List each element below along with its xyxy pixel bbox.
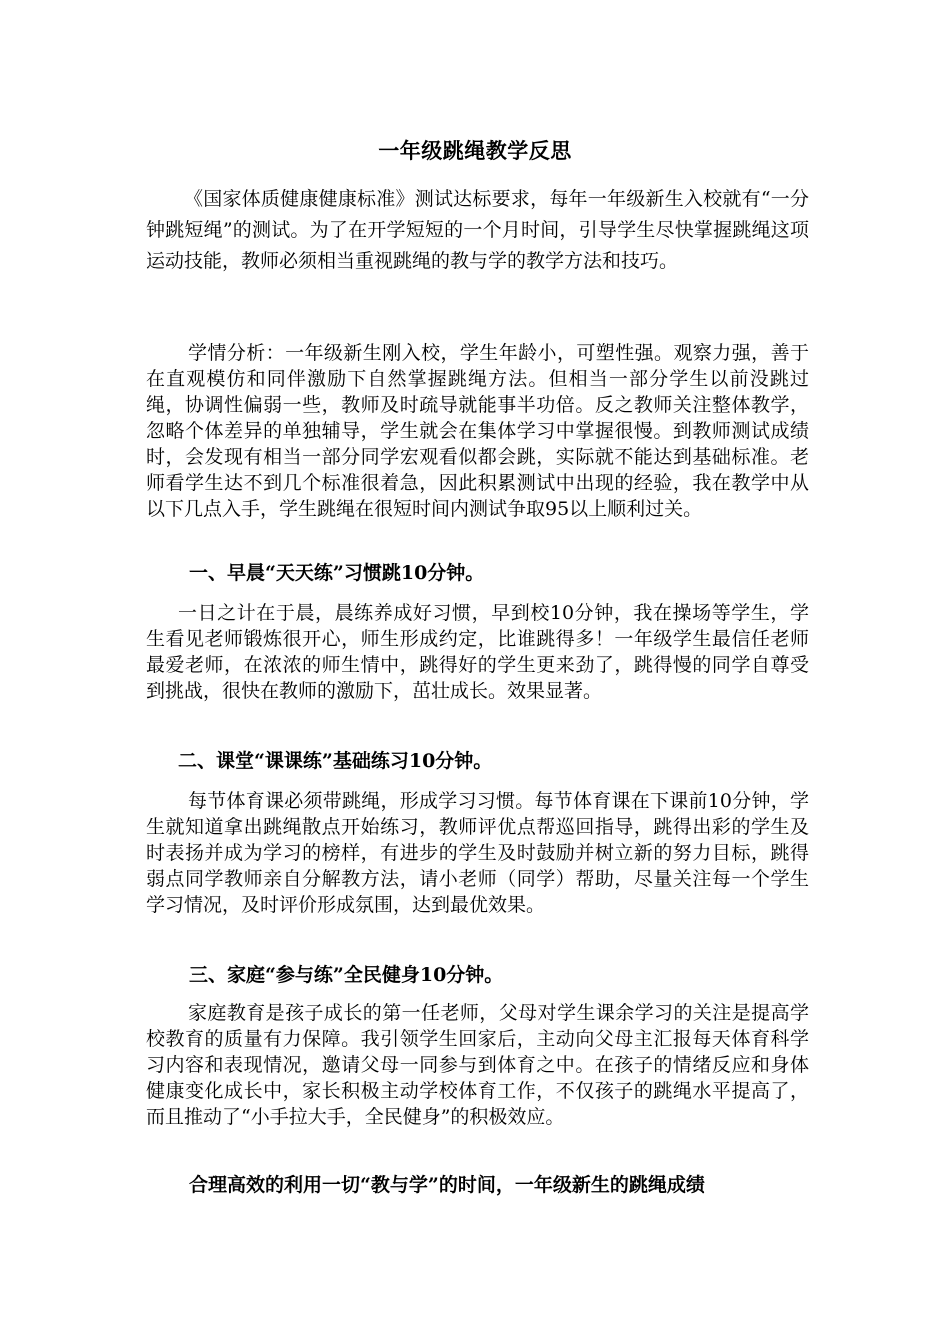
section-3-heading: 三、家庭“参与练”全民健身10分钟。 [189, 964, 504, 986]
section-2-paragraph: 每节体育课必须带跳绳，形成学习习惯。每节体育课在下课前10分钟，学生就知道拿出跳绳散点开始练习，教师评优点帮巡回指导，跳得出彩的学生及时表扬并成为学习的榜样，有进步的学生及时鼓励并树立新的努力目标，跳得弱点同学教师亲自分解教方法，请小老师（同学）帮助，尽量关注每一个学生学习情况，及时评价形成氛围，达到最优效果。 [146, 790, 809, 916]
section-3-paragraph: 家庭教育是孩子成长的第一任老师，父母对学生课余学习的关注是提高学校教育的质量有力保障。我引领学生回家后，主动向父母主汇报每天体育科学习内容和表现情况，邀请父母一同参与到体育之中。在孩子的情绪反应和身体健康变化成长中，家长积极主动学校体育工作，不仅孩子的跳绳水平提高了，而且推动了“小手拉大手，全民健身”的积极效应。 [146, 1002, 809, 1128]
section-2-heading: 二、课堂“课课练”基础练习10分钟。 [178, 750, 493, 772]
analysis-paragraph: 学情分析：一年级新生刚入校，学生年龄小，可塑性强。观察力强，善于在直观模仿和同伴激励下自然掌握跳绳方法。但相当一部分学生以前没跳过绳，协调性偏弱一些，教师及时疏导就能事半功倍。反之教师关注整体教学，忽略个体差异的单独辅导，学生就会在集体学习中掌握很慢。到教师测试成绩时，会发现有相当一部分同学宏观看似都会跳，实际就不能达到基础标准。老师看学生达不到几个标准很着急，因此积累测试中出现的经验，我在教学中从以下几点入手，学生跳绳在很短时间内测试争取95以上顺利过关。 [146, 342, 809, 520]
document-title: 一年级跳绳教学反思 [378, 138, 572, 164]
section-1-paragraph: 一日之计在于晨，晨练养成好习惯，早到校10分钟，我在操场等学生，学生看见老师锻炼很开心，师生形成约定，比谁跳得多！一年级学生最信任老师最爱老师，在浓浓的师生情中，跳得好的学生更来劲了，跳得慢的同学自尊受到挑战，很快在教师的激励下，茁壮成长。效果显著。 [146, 602, 809, 702]
section-1-heading: 一、早晨“天天练”习惯跳10分钟。 [189, 562, 485, 584]
intro-paragraph: 《国家体质健康健康标准》测试达标要求，每年一年级新生入校就有“一分钟跳短绳”的测试。为了在开学短短的一个月时间，引导学生尽快掌握跳绳这项运动技能，教师必须相当重视跳绳的教与学的教学方法和技巧。 [146, 188, 809, 272]
closing-sentence: 合理高效的利用一切“教与学”的时间，一年级新生的跳绳成绩 [189, 1174, 705, 1196]
